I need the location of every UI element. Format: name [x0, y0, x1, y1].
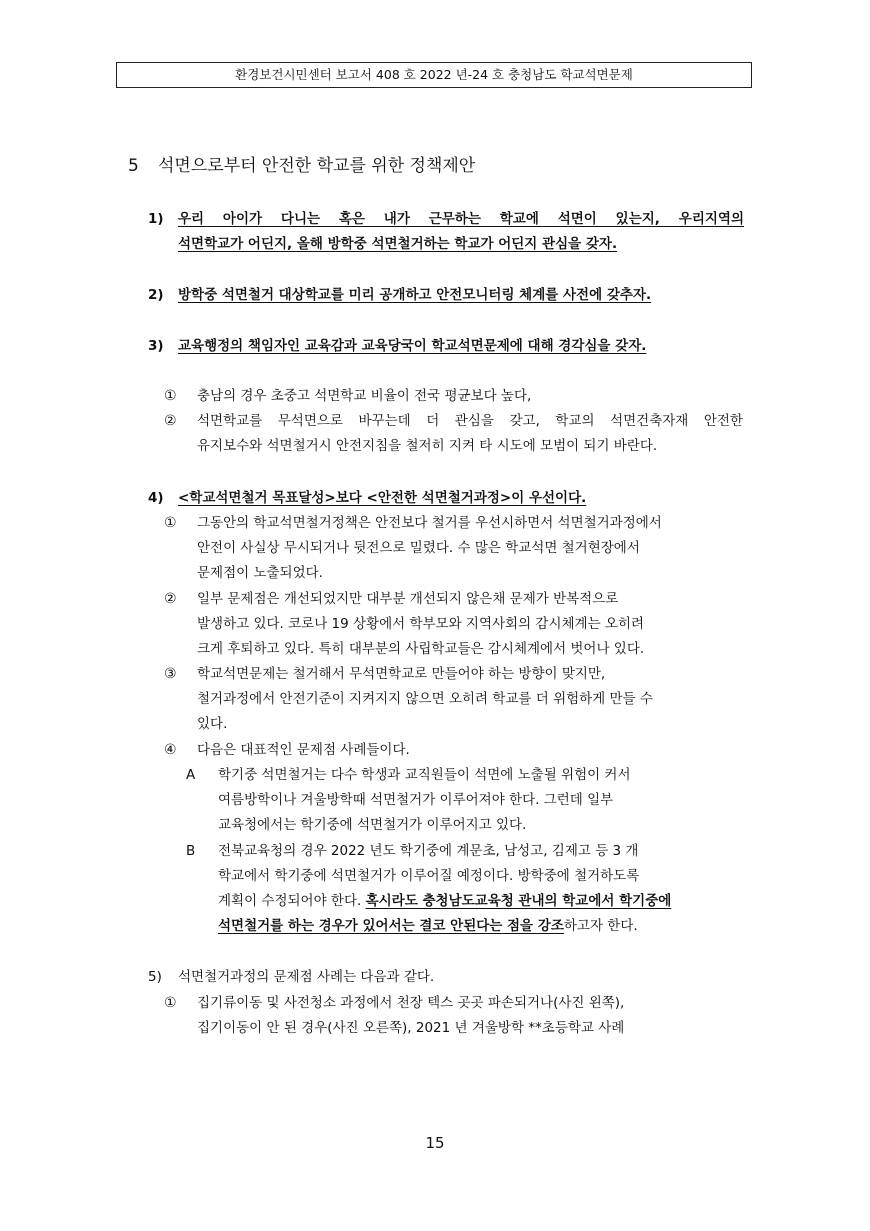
case-b-mark: B — [186, 843, 196, 859]
item-2-number: 2) — [148, 287, 164, 303]
item-4-sub-1-line-3: 문제점이 노출되었다. — [197, 565, 323, 581]
section-title-text: 석면으로부터 안전한 학교를 위한 정책제안 — [158, 156, 476, 176]
page-number: 15 — [425, 1134, 445, 1152]
case-b-line-1: 전북교육청의 경우 2022 년도 학기중에 계문초, 남성고, 김제고 등 3 개 — [218, 843, 639, 859]
item-5-number: 5) — [148, 969, 162, 985]
item-4-line-1: <학교석면철거 목표달성>보다 <안전한 석면철거과정>이 우선이다. — [178, 490, 587, 506]
item-4-sub-2-line-3: 크게 후퇴하고 있다. 특히 대부분의 사립학교들은 감시체계에서 벗어나 있다. — [197, 641, 645, 657]
case-a-line-1: 학기중 석면철거는 다수 학생과 교직원들이 석면에 노출될 위험이 커서 — [218, 767, 631, 783]
item-5-sub-1-line-2: 집기이동이 안 된 경우(사진 오른쪽), 2021 년 겨울방학 **초등학교 사례 — [197, 1020, 625, 1036]
item-2-line-1: 방학중 석면철거 대상학교를 미리 공개하고 안전모니터링 체계를 사전에 갖추자. — [178, 287, 652, 303]
item-4-sub-1-line-2: 안전이 사실상 무시되거나 뒷전으로 밀렸다. 수 많은 학교석면 철거현장에서 — [197, 540, 640, 556]
item-4-sub-3-line-2: 철거과정에서 안전기준이 지켜지지 않으면 오히려 학교를 더 위험하게 만들 수 — [197, 691, 653, 707]
item-5-sub-1-line-1: 집기류이동 및 사전청소 과정에서 천장 텍스 곳곳 파손되거나(사진 왼쪽), — [197, 995, 625, 1011]
item-3-number: 3) — [148, 338, 164, 354]
case-a-line-3: 교육청에서는 학기중에 석면철거가 이루어지고 있다. — [218, 817, 527, 833]
case-a-mark: A — [186, 767, 196, 783]
case-b-line-3-plain: 계획이 수정되어야 한다. — [218, 893, 366, 909]
item-3-sub-1-mark: ① — [164, 388, 177, 404]
item-3-sub-2-line-1: 석면학교를 무석면으로 바꾸는데 더 관심을 갖고, 학교의 석면건축자재 안전한 — [197, 413, 743, 429]
item-5-line-1: 석면철거과정의 문제점 사례는 다음과 같다. — [178, 969, 435, 985]
case-b-line-3 — [218, 892, 671, 910]
item-1-line-2: 석면학교가 어딘지, 올해 방학중 석면철거하는 학교가 어딘지 관심을 갖자. — [178, 236, 618, 252]
case-b-line-2: 학교에서 학기중에 석면철거가 이루어질 예정이다. 방학중에 철거하도록 — [218, 868, 640, 884]
item-4-sub-2-line-1: 일부 문제점은 개선되었지만 대부분 개선되지 않은채 문제가 반복적으로 — [197, 591, 619, 607]
item-3-sub-2-line-2: 유지보수와 석면철거시 안전지침을 철저히 지켜 타 시도에 모범이 되기 바란다. — [197, 438, 658, 454]
case-a-line-2: 여름방학이나 겨울방학때 석면철거가 이루어져야 한다. 그런데 일부 — [218, 792, 614, 808]
section-title — [128, 154, 475, 178]
item-4-sub-4-line-1: 다음은 대표적인 문제점 사례들이다. — [197, 742, 410, 758]
item-4-number: 4) — [148, 490, 164, 506]
item-3-sub-2-mark: ② — [164, 413, 177, 429]
item-3-line-1: 교육행정의 책임자인 교육감과 교육당국이 학교석면문제에 대해 경각심을 갖자. — [178, 338, 647, 354]
case-b-line-4 — [218, 917, 638, 935]
item-4-sub-1-mark: ① — [164, 515, 177, 531]
item-4-sub-3-mark: ③ — [164, 666, 177, 682]
item-4-sub-2-mark: ② — [164, 591, 177, 607]
case-b-line-3-emphasis: 혹시라도 충청남도교육청 관내의 학교에서 학기중에 — [365, 893, 672, 909]
item-1-line-1: 우리 아이가 다니는 혹은 내가 근무하는 학교에 석면이 있는지, 우리지역의 — [178, 211, 744, 227]
item-4-sub-4-mark: ④ — [164, 742, 177, 758]
item-4-sub-2-line-2: 발생하고 있다. 코로나 19 상황에서 학부모와 지역사회의 감시체계는 오히려 — [197, 616, 645, 632]
item-5-sub-1-mark: ① — [164, 995, 177, 1011]
item-4-sub-3-line-3: 있다. — [197, 716, 228, 732]
report-header: 환경보건시민센터 보고서 408 호 2022 년-24 호 충청남도 학교석면문제 — [116, 62, 752, 88]
item-3-sub-1-line-1: 충남의 경우 초중고 석면학교 비율이 전국 평균보다 높다, — [197, 388, 532, 404]
item-4-sub-1-line-1: 그동안의 학교석면철거정책은 안전보다 철거를 우선시하면서 석면철거과정에서 — [197, 515, 662, 531]
case-b-line-4-emphasis: 석면철거를 하는 경우가 있어서는 결코 안된다는 점을 강조 — [218, 918, 564, 934]
section-number: 5 — [128, 156, 139, 176]
item-4-sub-3-line-1: 학교석면문제는 철거해서 무석면학교로 만들어야 하는 방향이 맞지만, — [197, 666, 606, 682]
item-1-number: 1) — [148, 211, 164, 227]
case-b-line-4-plain: 하고자 한다. — [563, 918, 638, 934]
